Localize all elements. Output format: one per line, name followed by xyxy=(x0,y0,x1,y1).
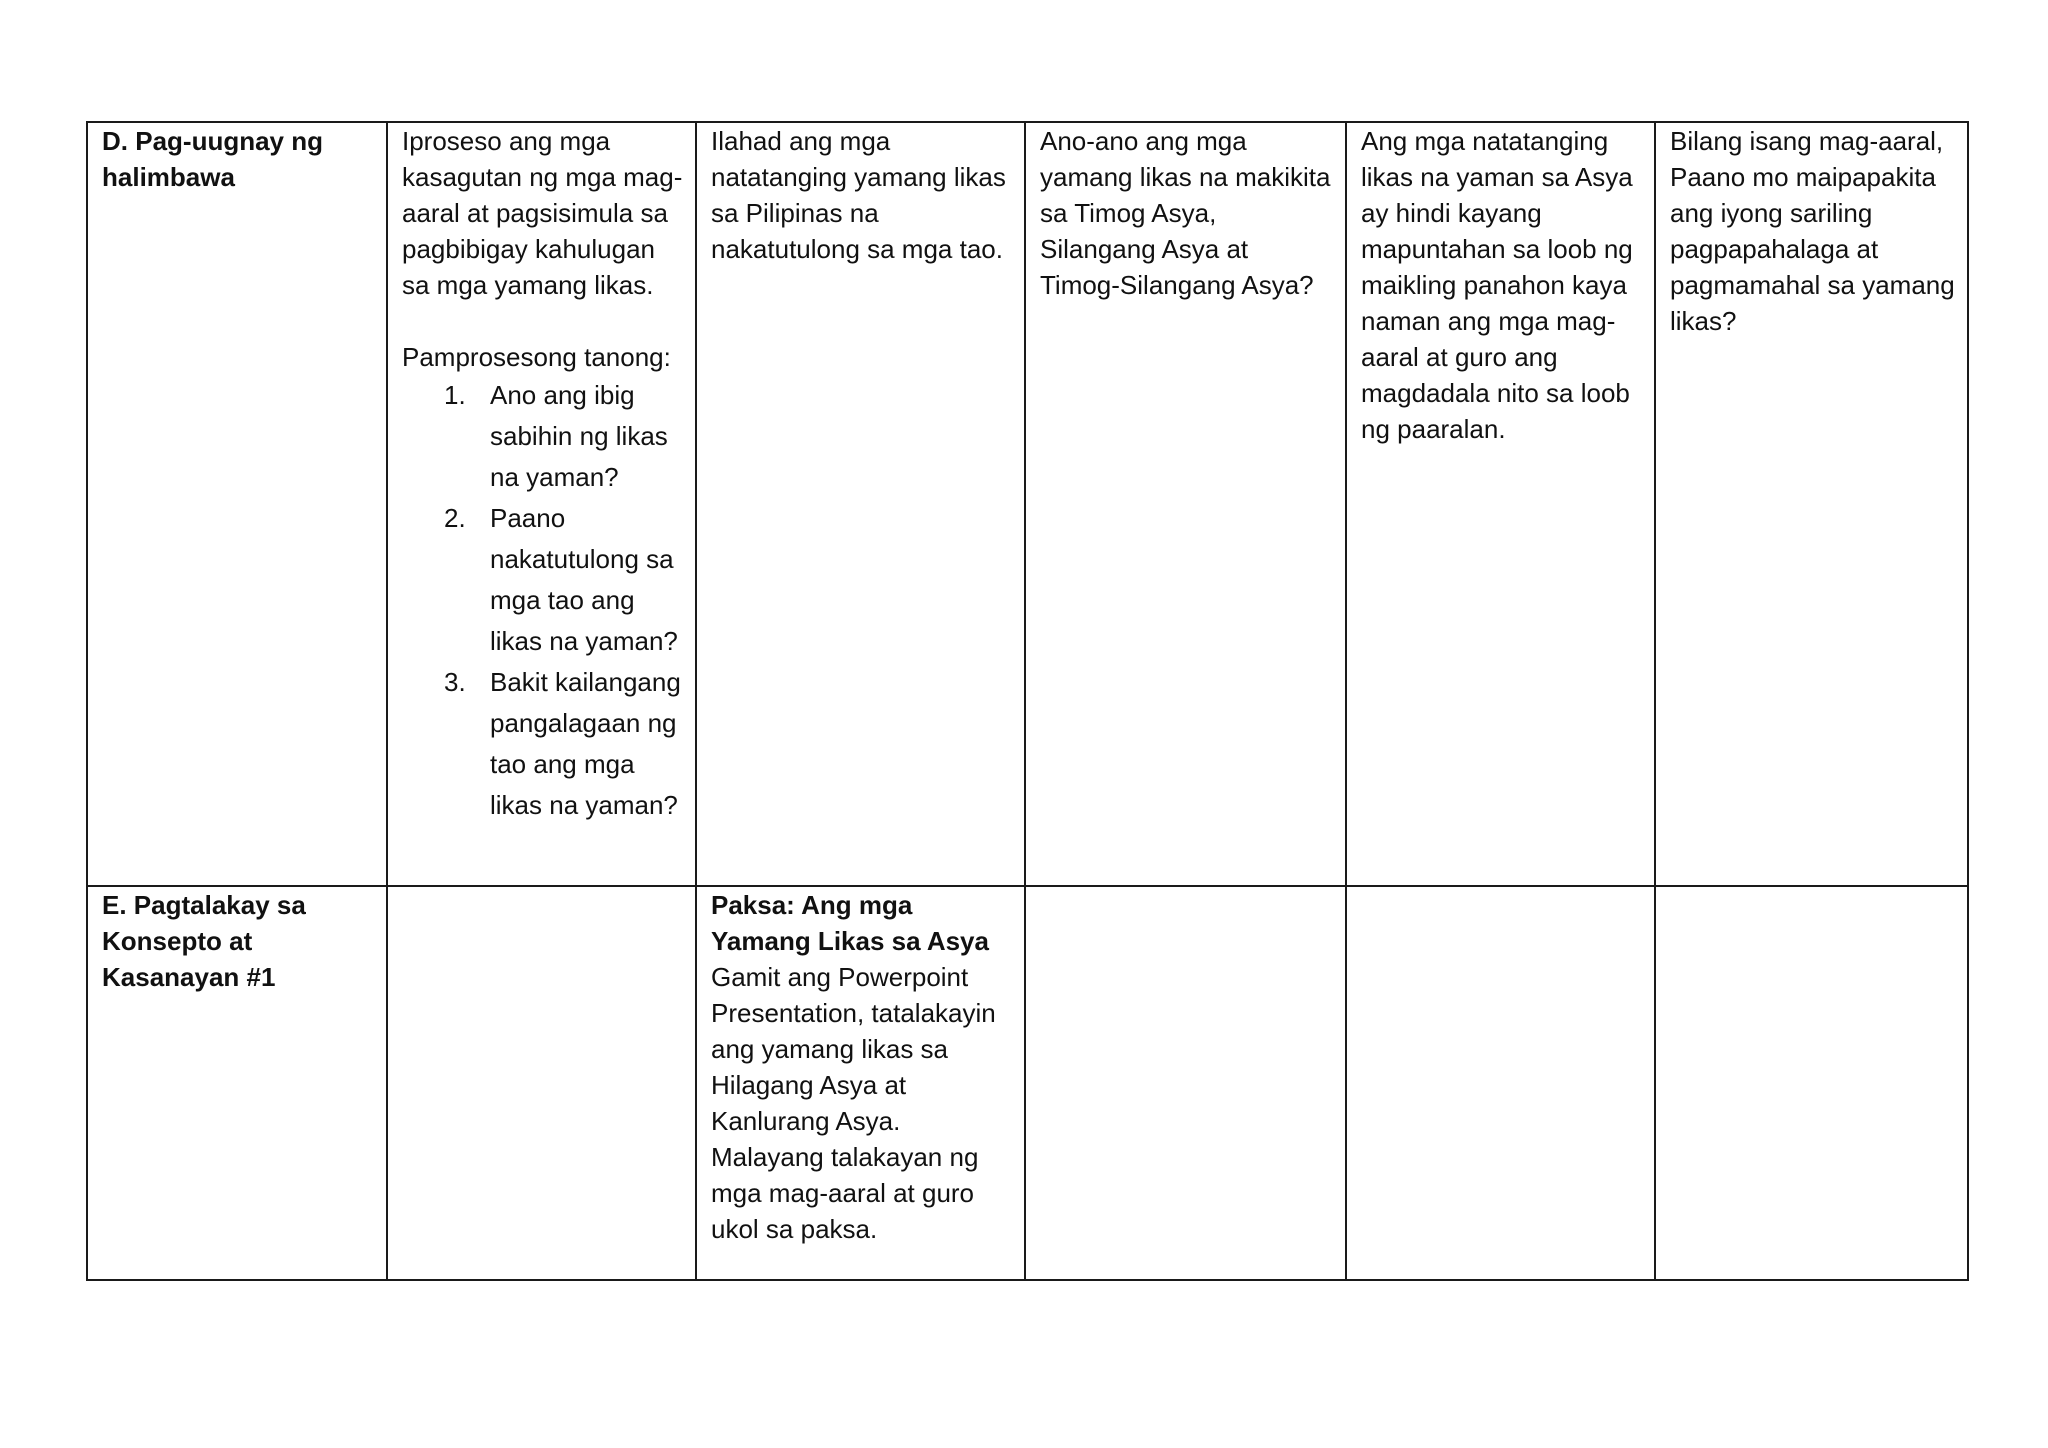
row-e-label-cell xyxy=(87,886,387,1280)
topic-body: Gamit ang Powerpoint Presentation, tatalakayin ang yamang likas sa Hilagang Asya at Kanlurang Asya. Malayang talakayan ng mga mag-aaral at guro ukol sa paksa. xyxy=(711,962,996,1244)
row-e-label: E. Pagtalakay sa Konsepto at Kasanayan #1 xyxy=(102,890,306,992)
questions-heading: Pamprosesong tanong: xyxy=(402,342,671,372)
list-item xyxy=(402,662,683,826)
row-e-col4-cell xyxy=(1346,886,1655,1280)
questions-list xyxy=(402,375,683,826)
row-d-col2-text: Ilahad ang mga natatanging yamang likas sa Pilipinas na nakatutulong sa mga tao. xyxy=(711,126,1006,264)
row-d-label: D. Pag-uugnay ng halimbawa xyxy=(102,126,323,192)
row-d-col5-text: Bilang isang mag-aaral, Paano mo maipapakita ang iyong sariling pagpapahalaga at pagmamahal sa yamang likas? xyxy=(1670,126,1955,336)
row-e-col1-cell xyxy=(387,886,696,1280)
row-d-col1-cell xyxy=(387,122,696,886)
row-d-label-cell xyxy=(87,122,387,886)
row-d-col3-text: Ano-ano ang mga yamang likas na makikita sa Timog Asya, Silangang Asya at Timog-Silangang Asya? xyxy=(1040,126,1331,300)
table-row-e xyxy=(87,886,1968,1280)
row-e-col2-cell xyxy=(696,886,1025,1280)
question-number: 3. xyxy=(444,667,466,697)
row-d-col5-cell xyxy=(1655,122,1968,886)
row-e-col3-cell xyxy=(1025,886,1346,1280)
lesson-plan-table xyxy=(86,121,1969,1281)
row-e-col5-cell xyxy=(1655,886,1968,1280)
question-text: Paano nakatutulong sa mga tao ang likas na yaman? xyxy=(490,503,678,656)
question-number: 1. xyxy=(444,380,466,410)
row-d-col4-text: Ang mga natatanging likas na yaman sa Asya ay hindi kayang mapuntahan sa loob ng maikling panahon kaya naman ang mga mag-aaral at guro ang magdadala nito sa loob ng paaralan. xyxy=(1361,126,1633,444)
list-item xyxy=(402,498,683,662)
row-d-col2-cell xyxy=(696,122,1025,886)
question-text: Ano ang ibig sabihin ng likas na yaman? xyxy=(490,380,668,492)
list-item xyxy=(402,375,683,498)
question-text: Bakit kailangang pangalagaan ng tao ang mga likas na yaman? xyxy=(490,667,681,820)
row-d-col4-cell xyxy=(1346,122,1655,886)
table-row-d xyxy=(87,122,1968,886)
topic-title: Paksa: Ang mga Yamang Likas sa Asya xyxy=(711,890,989,956)
row-d-col1-intro: Iproseso ang mga kasagutan ng mga mag-aaral at pagsisimula sa pagbibigay kahulugan sa mga yamang likas. xyxy=(402,126,683,300)
row-d-col3-cell xyxy=(1025,122,1346,886)
question-number: 2. xyxy=(444,503,466,533)
